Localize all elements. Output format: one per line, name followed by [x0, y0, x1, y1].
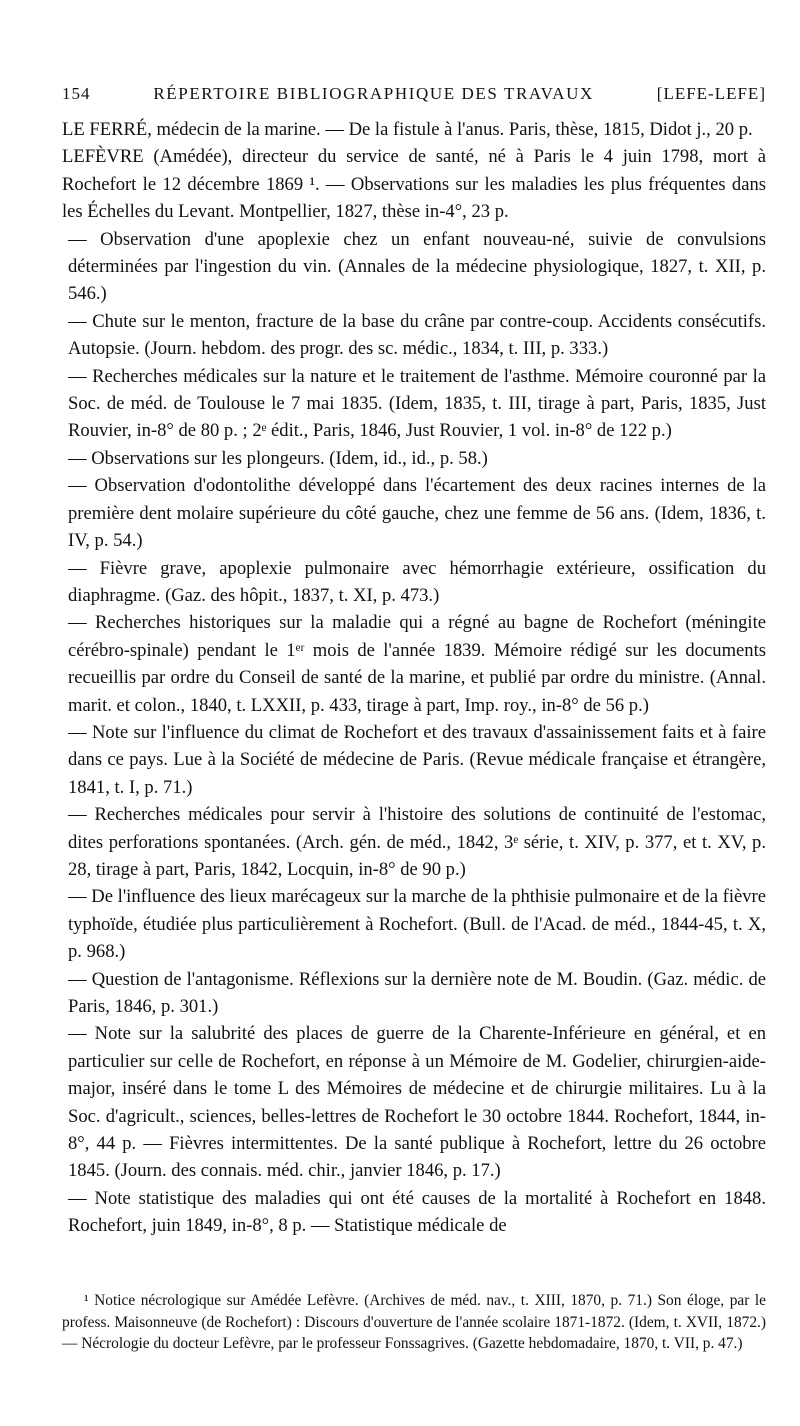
- entry-item: — Note sur la salubrité des places de guerre de la Charente-Inférieure en général, et en particulier sur celle de Rochefort, en réponse à un Mémoire de M. Godelier, chirurgien-aide-major, inséré dans le tome L des Mémoires de médecine et de chirurgie militaires. Lu à la Soc. d'agricult., sciences, belles-lettres de Rochefort le 30 octobre 1844. Rochefort, 1844, in-8°, 44 p. — Fièvres intermittentes. De la santé publique à Rochefort, lettre du 26 octobre 1845. (Journ. des connais. méd. chir., janvier 1846, p. 17.): [68, 1023, 766, 1182]
- entry-item: — Fièvre grave, apoplexie pulmonaire avec hémorrhagie extérieure, ossification du diaphragme. (Gaz. des hôpit., 1837, t. XI, p. 473.): [68, 557, 766, 606]
- entry-item: — Recherches médicales sur la nature et le traitement de l'asthme. Mémoire couronné par la Soc. de méd. de Toulouse le 7 mai 1835. (Idem, 1835, t. III, tirage à part, Paris, 1835, Just Rouvier, in-8° de 80 p. ; 2ᵉ édit., Paris, 1846, Just Rouvier, 1 vol. in-8° de 122 p.): [68, 365, 766, 442]
- entry-item: — Note sur l'influence du climat de Rochefort et des travaux d'assainissement faits et à faire dans ce pays. Lue à la Société de médecine de Paris. (Revue médicale française et étrangère, 1841, t. I, p. 71.): [68, 721, 766, 798]
- entry-range: [LEFE-LEFE]: [656, 84, 766, 103]
- entry-item: — Note statistique des maladies qui ont été causes de la mortalité à Rochefort en 1848. Rochefort, juin 1849, in-8°, 8 p. — Statistique médicale de: [68, 1187, 766, 1237]
- entry-item: — Observation d'odontolithe développé dans l'écartement des deux racines internes de la première dent molaire supérieure du côté gauche, chez une femme de 56 ans. (Idem, 1836, t. IV, p. 54.): [68, 475, 766, 552]
- entry-le-ferre: LE FERRÉ, médecin de la marine. — De la fistule à l'anus. Paris, thèse, 1815, Didot j., 20 p.: [62, 119, 753, 140]
- running-title: RÉPERTOIRE BIBLIOGRAPHIQUE DES TRAVAUX: [153, 84, 594, 103]
- entry-item: — Question de l'antagonisme. Réflexions sur la dernière note de M. Boudin. (Gaz. médic. de Paris, 1846, p. 301.): [68, 968, 766, 1017]
- bibliography-body: [62, 116, 766, 1240]
- footnote: ¹ Notice nécrologique sur Amédée Lefèvre. (Archives de méd. nav., t. XIII, 1870, p. 71.) Son éloge, par le profess. Maisonneuve (de Rochefort) : Discours d'ouverture de l'année scolaire 1871-1872. (Idem, t. XVII, 1872.) — Nécrologie du docteur Lefèvre, par le professeur Fonssagrives. (Gazette hebdomadaire, 1870, t. VII, p. 47.): [62, 1292, 766, 1352]
- footnotes: [62, 1290, 766, 1355]
- page-header: [62, 84, 766, 104]
- entry-item: — Observation d'une apoplexie chez un enfant nouveau-né, suivie de convulsions déterminées par l'ingestion du vin. (Annales de la médecine physiologique, 1827, t. XII, p. 546.): [68, 228, 766, 305]
- entry-item: — Recherches historiques sur la maladie qui a régné au bagne de Rochefort (méningite cérébro-spinale) pendant le 1ᵉʳ mois de l'année 1839. Mémoire rédigé sur les documents recueillis par ordre du Conseil de santé de la marine, et publié par ordre du ministre. (Annal. marit. et colon., 1840, t. LXXII, p. 433, tirage à part, Imp. roy., in-8° de 56 p.): [68, 612, 766, 716]
- entry-item: — Chute sur le menton, fracture de la base du crâne par contre-coup. Accidents consécutifs. Autopsie. (Journ. hebdom. des progr. des sc. médic., 1834, t. III, p. 333.): [68, 310, 766, 360]
- page-number: 154: [62, 84, 91, 103]
- entry-lefevre: LEFÈVRE (Amédée), directeur du service de santé, né à Paris le 4 juin 1798, mort à Rochefort le 12 décembre 1869 ¹. — Observations sur les maladies les plus fréquentes dans les Échelles du Levant. Montpellier, 1827, thèse in-4°, 23 p.: [62, 146, 766, 223]
- entry-item: — Recherches médicales pour servir à l'histoire des solutions de continuité de l'estomac, dites perforations spontanées. (Arch. gén. de méd., 1842, 3ᵉ série, t. XIV, p. 377, et t. XV, p. 28, tirage à part, Paris, 1842, Locquin, in-8° de 90 p.): [68, 804, 766, 880]
- entry-item: — Observations sur les plongeurs. (Idem, id., id., p. 58.): [68, 447, 488, 469]
- entry-item: — De l'influence des lieux marécageux sur la marche de la phthisie pulmonaire et de la fièvre typhoïde, étudiée plus particulièrement à Rochefort. (Bull. de l'Acad. de méd., 1844-45, t. X, p. 968.): [68, 886, 766, 963]
